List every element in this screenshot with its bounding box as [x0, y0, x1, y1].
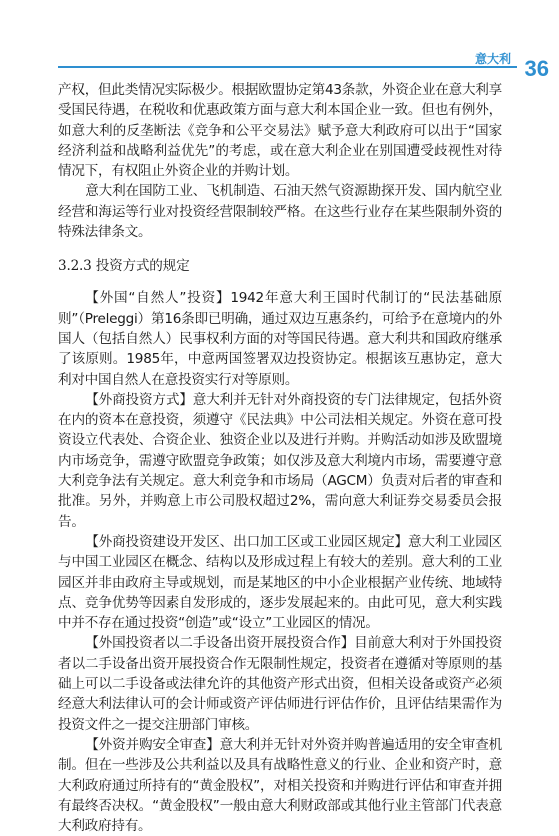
intro-paragraph-continued: 产权，但此类情况实际极少。根据欧盟协定第43条款，外资企业在意大利享受国民待遇，在税收和优惠政策方面与意大利本国企业一致。但也有例外，如意大利的反垄断法《竞争和公平交易法》赋予意大利政府可以出于“国家经济利益和战略利益优先”的考虑，或在意大利企业在别国遭受歧视性对待情况下，有权阻止外资企业的并购计划。: [58, 82, 502, 180]
header-country-label: 意大利: [474, 52, 511, 66]
page-content: [58, 80, 502, 836]
paragraph-foreign-natural-person: 【外国“自然人”投资】1942年意大利王国时代制订的“民法基础原则”（Preleggi）第16条即已明确，通过双边互惠条约，可给予在意境内的外国人（包括自然人）民事权利方面的对等国民待遇。意大利共和国政府继承了该原则。1985年，中意两国签署双边投资协定。根据该互惠协定，意大利对中国自然人在意投资实行对等原则。: [58, 290, 502, 388]
header-rule: [58, 66, 517, 68]
page-number: 36: [524, 56, 549, 81]
paragraph-investment-methods: 【外商投资方式】意大利并无针对外商投资的专门法律规定，包括外资在内的资本在意投资，须遵守《民法典》中公司法相关规定。外资在意可投资设立代表处、合资企业、独资企业以及进行并购。并购活动如涉及欧盟境内市场竞争，需遵守欧盟竞争政策；如仅涉及意大利境内市场，需要遵守意大利竞争法有关规定。意大利竞争和市场局（AGCM）负责对后者的审查和批准。另外，并购意上市公司股权超过2%，需向意大利证券交易委员会报告。: [58, 391, 502, 530]
paragraph-industrial-parks: 【外商投资建设开发区、出口加工区或工业园区规定】意大利工业园区与中国工业园区在概念、结构以及形成过程上有较大的差别。意大利的工业园区并非由政府主导或规划，而是某地区的中小企业根据产业传统、地域特点、竞争优势等因素自发形成的，逐步发展起来的。由此可见，意大利实践中并不存在通过投资“创造”或“设立”工业园区的情况。: [58, 533, 502, 632]
intro-paragraph-restricted-sectors: 意大利在国防工业、飞机制造、石油天然气资源勘探开发、国内航空业经营和海运等行业对投资经营限制较严格。在这些行业存在某些限制外资的特殊法律条文。: [58, 183, 502, 241]
section-heading: 3.2.3 投资方式的规定: [58, 258, 190, 275]
paragraph-second-hand-equipment: 【外国投资者以二手设备出资开展投资合作】目前意大利对于外国投资者以二手设备出资开展投资合作无限制性规定，投资者在遵循对等原则的基础上可以二手设备或法律允许的其他资产形式出资，但相关设备或资产必须经意大利法律认可的会计师或资产评估师进行评估作价，且评估结果需作为投资文件之一提交注册部门审核。: [58, 635, 502, 733]
paragraph-security-review: 【外资并购安全审查】意大利并无针对外资并购普遍适用的安全审查机制。但在一些涉及公共利益以及具有战略性意义的行业、企业和资产时，意大利政府通过所持有的“黄金股权”，对相关投资和并购进行评估和审查并拥有最终否决权。“黄金股权”一般由意大利财政部或其他行业主管部门代表意大利政府持有。: [58, 736, 502, 835]
